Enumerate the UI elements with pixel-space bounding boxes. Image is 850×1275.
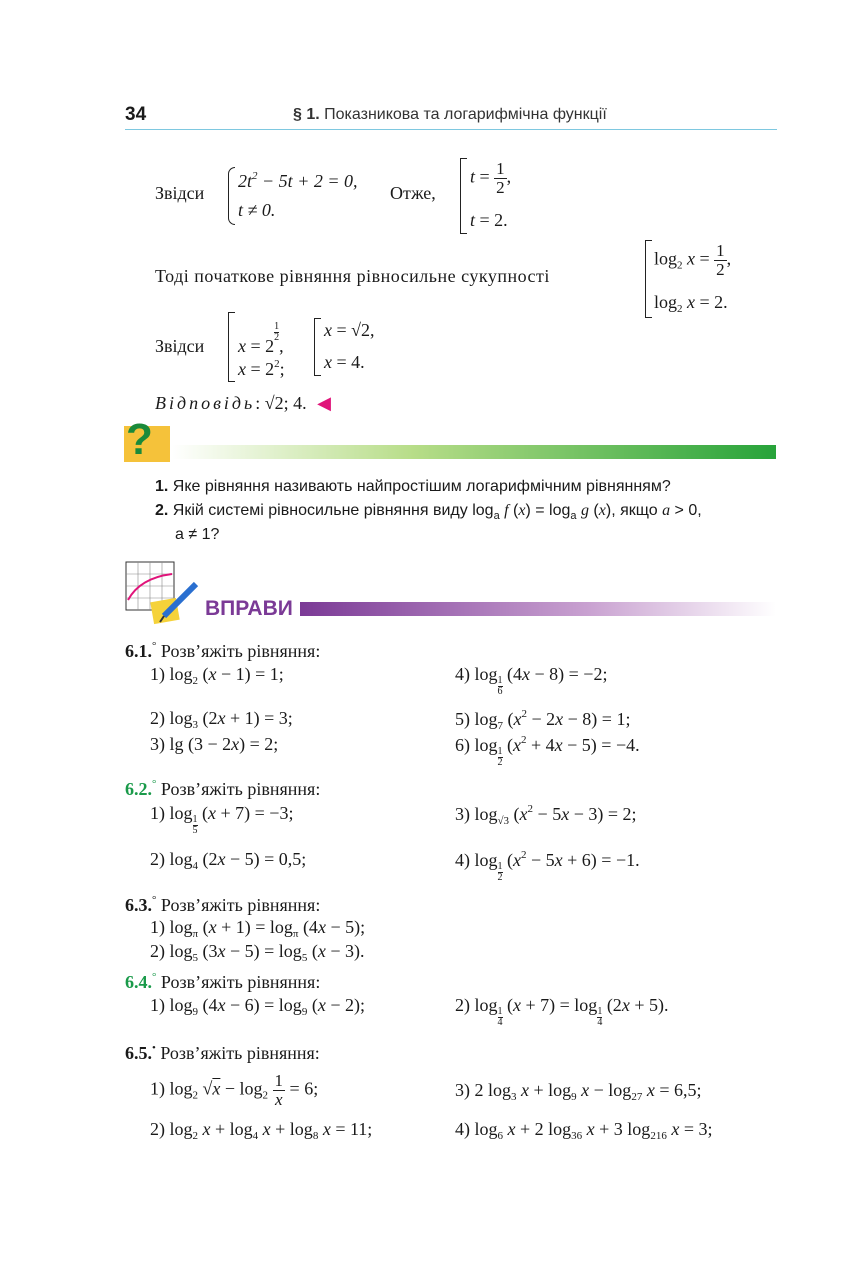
exercise-6-3-mark: ° (152, 894, 157, 906)
section-title: Показникова та логарифмічна функції (324, 106, 607, 123)
todi-text: Тоді початкове рівняння рівносильне сукупності (155, 266, 550, 286)
exercise-6-4-title: Розв’яжіть рівняння: (160, 972, 321, 992)
exercise-6-5-mark: • (152, 1042, 156, 1054)
set-bracket-2 (645, 240, 652, 318)
ex-6-1-3: 3) lg (3 − 2x) = 2; (150, 734, 279, 754)
exercise-6-2 (125, 778, 320, 800)
set-x2: $x = 2^2$; (238, 358, 285, 379)
exercise-6-5-title: Розв’яжіть рівняння: (160, 1043, 320, 1063)
exercises-bar (300, 602, 776, 616)
question-bar (172, 445, 776, 459)
otzhe: Отже, (390, 183, 436, 203)
solution-zvidsy-2: Звідси (155, 336, 205, 356)
question-1 (155, 478, 671, 496)
question-2-cont: a ≠ 1? (175, 526, 220, 543)
exercise-6-3 (125, 894, 320, 916)
solution-zvidsy-1: Звідси (155, 183, 205, 203)
exercise-6-1-title: Розв’яжіть рівняння: (160, 641, 321, 661)
system-line-2: t ≠ 0. (238, 200, 276, 220)
question-2-text: Якій системі рівносильне рівняння виду log (172, 502, 494, 519)
ex-6-5-3: 3) 2 $\log_3 x + \log_9 x - \log_{27} x = 6,5$; (455, 1080, 702, 1103)
ex-6-2-2: 2) $\log_4 (2x - 5) = 0,5$; (150, 849, 307, 872)
running-header (293, 106, 607, 124)
exercise-6-2-mark: ° (152, 778, 157, 790)
ex-6-1-6: 6) log $\frac{1}{2}$ $(x^2 + 4x - 5) = -4$. (455, 734, 640, 768)
set-bracket-4 (314, 318, 321, 376)
set-x3: x = √2, (324, 320, 375, 340)
page-number: 34 (125, 104, 147, 125)
end-proof-icon: ◀ (317, 393, 331, 413)
set-x1: x = 2 $\frac{1}{2}$ , (238, 321, 284, 356)
ex-6-5-2: 2) $\log_2 x + \log_4 x + \log_8 x = 11$; (150, 1119, 373, 1142)
set-t2: t = 2. (470, 210, 508, 230)
exercise-6-1-mark: ° (152, 640, 157, 652)
set-t1: t = $\frac{1}{2}$ , (470, 159, 512, 197)
ex-6-1-1: 1) $\log_2 (x - 1) = 1$; (150, 664, 284, 687)
exercise-6-5 (125, 1042, 320, 1064)
answer (155, 393, 331, 414)
exercise-6-4-num: 6.4. (125, 972, 152, 992)
exercise-6-3-title: Розв’яжіть рівняння: (160, 895, 321, 915)
set-log1: $\log_2 x$ = $\frac{1}{2}$ , (654, 241, 732, 279)
ex-6-5-4: 4) $\log_6 x + 2$ $\log_{36} x + 3$ $\log_{216} x = 3$; (455, 1119, 713, 1142)
set-bracket-3 (228, 312, 235, 382)
exercise-6-2-title: Розв’яжіть рівняння: (160, 779, 321, 799)
ex-6-2-3: 3) $\log_{√3} (x^2 - 5x - 3) = 2$; (455, 803, 637, 827)
exercise-6-1 (125, 640, 320, 662)
answer-label: Відповідь (155, 393, 256, 413)
exercise-6-4-mark: ° (152, 971, 157, 983)
exercises-icon (124, 560, 204, 630)
ex-6-3-2: 2) $\log_5 (3x - 5) = \log_5 (x - 3)$. (150, 941, 365, 964)
exercise-6-3-num: 6.3. (125, 895, 152, 915)
ex-6-5-1: 1) $\log_2 √x - \log_2$ $\frac{1}{x}$ = 6; (150, 1071, 319, 1109)
section-label: § 1. (293, 106, 320, 123)
question-1-text: Яке рівняння називають найпростішим логарифмічним рівнянням? (172, 478, 671, 495)
exercise-6-5-num: 6.5. (125, 1043, 152, 1063)
ex-6-4-1: 1) $\log_9 (4x - 6) = \log_9 (x - 2)$; (150, 995, 365, 1018)
system-line-1: $2t^2 - 5t + 2 = 0$, (238, 170, 358, 191)
system-brace (228, 167, 235, 225)
exercise-6-1-num: 6.1. (125, 641, 152, 661)
question-mark-icon: ? (126, 415, 153, 464)
header-rule (125, 129, 777, 130)
ex-6-4-2: 2) log $\frac{1}{4}$ (x + 7) = log $\frac{1}{4}$ (2x + 5). (455, 995, 669, 1028)
exercise-6-4 (125, 971, 320, 993)
ex-6-1-4: 4) log $\frac{1}{6}$ (4x − 8) = −2; (455, 664, 608, 697)
ex-6-2-4: 4) log $\frac{1}{2}$ $(x^2 - 5x + 6) = -1$. (455, 849, 640, 883)
answer-value: : √2; 4. (255, 393, 307, 413)
question-2-num: 2. (155, 502, 169, 519)
set-bracket-1 (460, 158, 467, 234)
ex-6-3-1: 1) $\log_\pi (x + 1) = \log_\pi (4x - 5)$; (150, 917, 366, 940)
question-1-num: 1. (155, 478, 169, 495)
exercise-6-2-num: 6.2. (125, 779, 152, 799)
ex-6-1-2: 2) $\log_3 (2x + 1) = 3$; (150, 708, 293, 731)
set-x4: x = 4. (324, 352, 365, 372)
ex-6-1-5: 5) $\log_7 (x^2 - 2x - 8) = 1$; (455, 708, 631, 732)
set-log2: $\log_2 x = 2$. (654, 292, 728, 315)
ex-6-2-1: 1) log $\frac{1}{5}$ (x + 7) = −3; (150, 803, 294, 836)
question-2: 2. Якій системі рівносильне рівняння виду $\log_a f$ $(x) = \log_a g$ (x), якщо a > 0, (155, 502, 702, 522)
exercises-title: ВПРАВИ (205, 597, 293, 620)
